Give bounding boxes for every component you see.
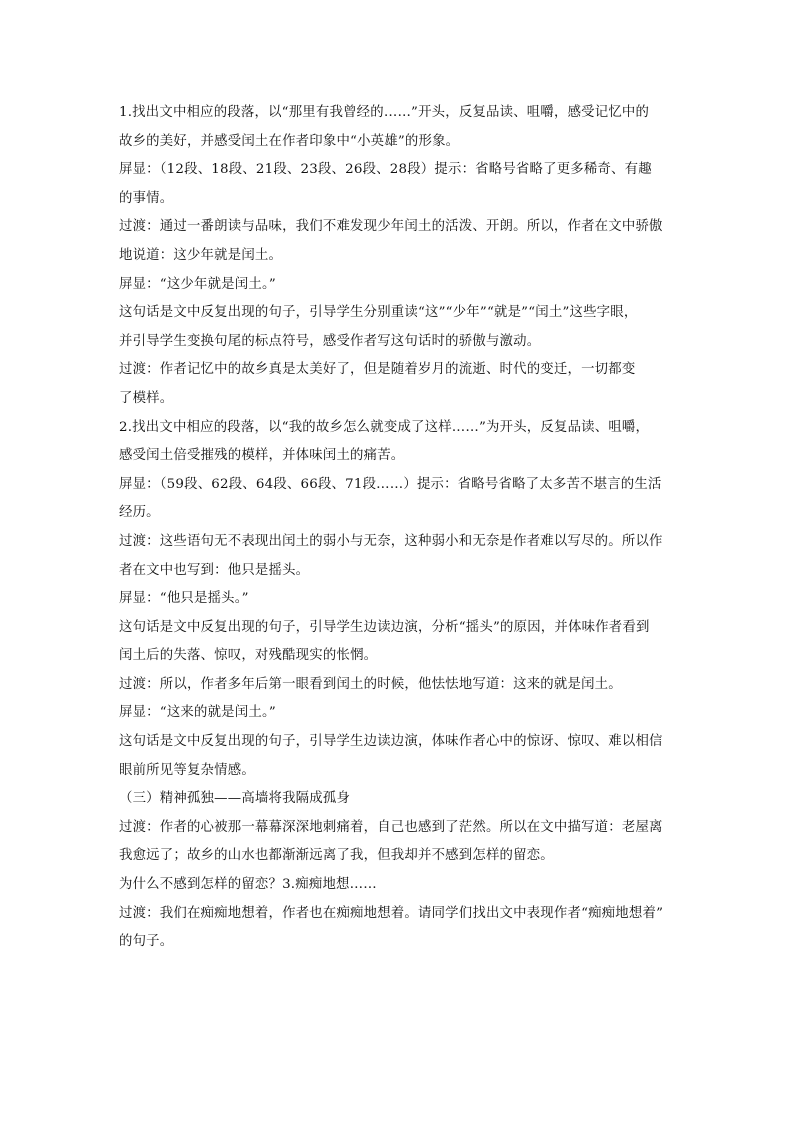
paragraph-line: 的句子。	[119, 934, 174, 950]
paragraph-line: 闰土后的失落、惊叹，对残酷现实的怅惘。	[119, 648, 378, 664]
paragraph-line: 2.找出文中相应的段落，以“我的故乡怎么就变成了这样……”为开头，反复品读、咀嚼，	[119, 419, 650, 435]
paragraph-line: 过渡：作者记忆中的故乡真是太美好了，但是随着岁月的流逝、时代的变迁，一切都变	[119, 362, 636, 378]
paragraph-line: 这句话是文中反复出现的句子，引导学生边读边演，体味作者心中的惊讶、惊叹、难以相信	[119, 734, 663, 750]
paragraph-line: 过渡：这些语句无不表现出闰土的弱小与无奈，这种弱小和无奈是作者难以写尽的。所以作	[119, 533, 663, 549]
paragraph-line: 这句话是文中反复出现的句子，引导学生边读边演，分析“摇头”的原因，并体味作者看到	[119, 619, 650, 635]
paragraph-line: 过渡：通过一番朗读与品味，我们不难发现少年闰土的活泼、开朗。所以，作者在文中骄傲	[119, 219, 663, 235]
paragraph-line: 经历。	[119, 505, 160, 521]
paragraph-line: 并引导学生变换句尾的标点符号，感受作者写这句话时的骄傲与激动。	[119, 333, 541, 349]
paragraph-line: 故乡的美好，并感受闰土在作者印象中“小英雄”的形象。	[119, 133, 460, 149]
paragraph-line: 屏显：“这来的就是闰土。”	[119, 705, 276, 721]
section-heading: （三）精神孤独——高墙将我隔成孤身	[119, 791, 351, 807]
paragraph-line: 过渡：所以，作者多年后第一眼看到闰土的时候，他怯怯地写道：这来的就是闰土。	[119, 676, 622, 692]
paragraph-line: 屏显：“他只是摇头。”	[119, 591, 249, 607]
paragraph-line: 眼前所见等复杂情感。	[119, 762, 255, 778]
paragraph-line: 的事情。	[119, 190, 174, 206]
paragraph-line: 过渡：我们在痴痴地想着，作者也在痴痴地想着。请同学们找出文中表现作者“痴痴地想着”	[119, 905, 664, 921]
paragraph-line: 1.找出文中相应的段落，以“那里有我曾经的……”开头，反复品读、咀嚼，感受记忆中的	[119, 105, 650, 120]
paragraph-line: 屏显：（12段、18段、21段、23段、26段、28段）提示：省略号省略了更多稀奇、有趣	[119, 162, 652, 178]
paragraph-line: 了模样。	[119, 390, 174, 406]
paragraph-line: 屏显：“这少年就是闰土。”	[119, 276, 276, 292]
paragraph-line: 地说道：这少年就是闰土。	[119, 247, 283, 263]
paragraph-line: 为什么不感到怎样的留恋？3.痴痴地想……	[119, 877, 377, 893]
paragraph-line: 我愈远了；故乡的山水也都渐渐远离了我，但我却并不感到怎样的留恋。	[119, 848, 554, 864]
document-body	[119, 99, 679, 957]
paragraph-line: 感受闰土倍受摧残的模样，并体味闰土的痛苦。	[119, 448, 405, 464]
paragraph-line: 过渡：作者的心被那一幕幕深深地刺痛着，自己也感到了茫然。所以在文中描写道：老屋离	[119, 819, 663, 835]
paragraph-line: 这句话是文中反复出现的句子，引导学生分别重读“这”“少年”“就是”“闰土”这些字眼，	[119, 305, 638, 321]
paragraph-line: 者在文中也写到：他只是摇头。	[119, 562, 310, 578]
paragraph-line: 屏显：（59段、62段、64段、66段、71段……）提示：省略号省略了太多苦不堪言的生活	[119, 476, 662, 492]
